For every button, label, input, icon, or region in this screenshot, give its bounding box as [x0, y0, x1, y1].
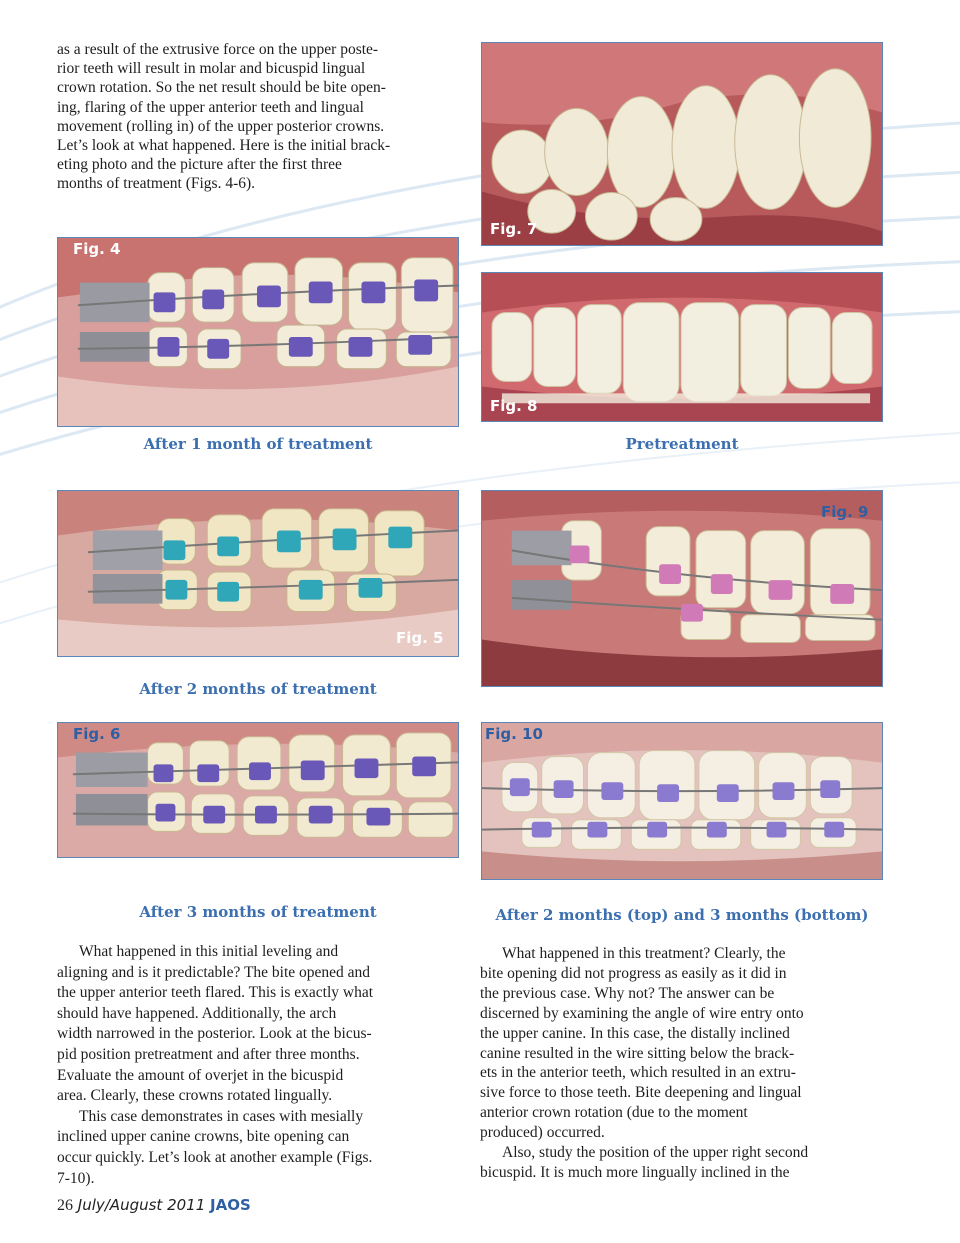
text-line: sive force to those teeth. Bite deepening and lingual — [480, 1084, 802, 1102]
text-line: should have happened. Additionally, the arch — [57, 1004, 337, 1022]
right-column-text — [480, 944, 884, 1183]
intro-text — [57, 40, 457, 194]
text-line: 7-10). — [57, 1169, 95, 1187]
text-line: the upper anterior teeth flared. This is exactly what — [57, 984, 374, 1002]
text-line: bite opening did not progress as easily as it did in — [480, 964, 787, 982]
text-line: bicuspid. It is much more lingually inclined in the — [480, 1163, 790, 1181]
text-line: aligning and is it predictable? The bite opened and — [57, 963, 371, 981]
page-footer — [57, 1196, 251, 1215]
figure-4-label: Fig. 4 — [73, 240, 121, 258]
text-line: the upper canine. In this case, the distally inclined — [480, 1024, 790, 1042]
figure-8-label: Fig. 8 — [490, 397, 538, 415]
text-line: months of treatment (Figs. 4-6). — [57, 175, 256, 193]
text-line: width narrowed in the posterior. Look at the bicus- — [57, 1025, 372, 1043]
text-line: anterior crown rotation (due to the moment — [480, 1104, 748, 1122]
caption-pretreatment: Pretreatment — [625, 435, 739, 453]
caption-after-1-month: After 1 month of treatment — [143, 435, 373, 453]
caption-after-2-and-3-months: After 2 months (top) and 3 months (bottom) — [495, 906, 869, 924]
text-line: produced) occurred. — [480, 1124, 605, 1142]
figure-8-photo — [481, 272, 883, 422]
text-line: occur quickly. Let’s look at another example (Figs. — [57, 1148, 373, 1166]
figure-4-photo — [57, 237, 459, 427]
caption-after-2-months: After 2 months of treatment — [139, 680, 377, 698]
text-line: crown rotation. So the net result should be bite open- — [57, 79, 386, 97]
text-line: What happened in this treatment? Clearly, the — [502, 945, 786, 962]
text-line: eting photo and the picture after the first three — [57, 156, 342, 174]
text-line: What happened in this initial leveling and — [79, 943, 339, 960]
text-line: as a result of the extrusive force on the upper poste- — [57, 41, 379, 58]
figure-10-photo — [481, 722, 883, 880]
text-line: Let’s look at what happened. Here is the initial brack- — [57, 137, 391, 155]
journal-name: JAOS — [210, 1196, 251, 1214]
text-line: This case demonstrates in cases with mesially — [79, 1107, 364, 1125]
figure-10-label: Fig. 10 — [485, 725, 543, 743]
text-line: canine resulted in the wire sitting below the brack- — [480, 1044, 795, 1062]
left-column-text — [57, 942, 461, 1189]
text-line: area. Clearly, these crowns rotated lingually. — [57, 1087, 333, 1105]
figure-9-label: Fig. 9 — [821, 503, 869, 521]
figure-6-label: Fig. 6 — [73, 725, 121, 743]
text-line: rior teeth will result in molar and bicuspid lingual — [57, 60, 366, 78]
issue-date: July/August 2011 — [77, 1196, 206, 1214]
text-line: ing, flaring of the upper anterior teeth and lingual — [57, 98, 364, 116]
text-line: inclined upper canine crowns, bite opening can — [57, 1128, 350, 1146]
figure-7-photo — [481, 42, 883, 246]
text-line: Evaluate the amount of overjet in the bicuspid — [57, 1066, 344, 1084]
text-line: the previous case. Why not? The answer can be — [480, 984, 775, 1002]
text-line: discerned by examining the angle of wire entry onto — [480, 1004, 804, 1022]
figure-5-label: Fig. 5 — [396, 629, 444, 647]
text-line: pid position pretreatment and after three months. — [57, 1045, 360, 1063]
text-line: ets in the anterior teeth, which resulted in an extru- — [480, 1064, 796, 1082]
caption-after-3-months: After 3 months of treatment — [139, 903, 377, 921]
figure-7-label: Fig. 7 — [490, 220, 538, 238]
page-number: 26 — [57, 1197, 73, 1214]
text-line: Also, study the position of the upper right second — [502, 1144, 809, 1162]
text-line: movement (rolling in) of the upper posterior crowns. — [57, 117, 385, 135]
